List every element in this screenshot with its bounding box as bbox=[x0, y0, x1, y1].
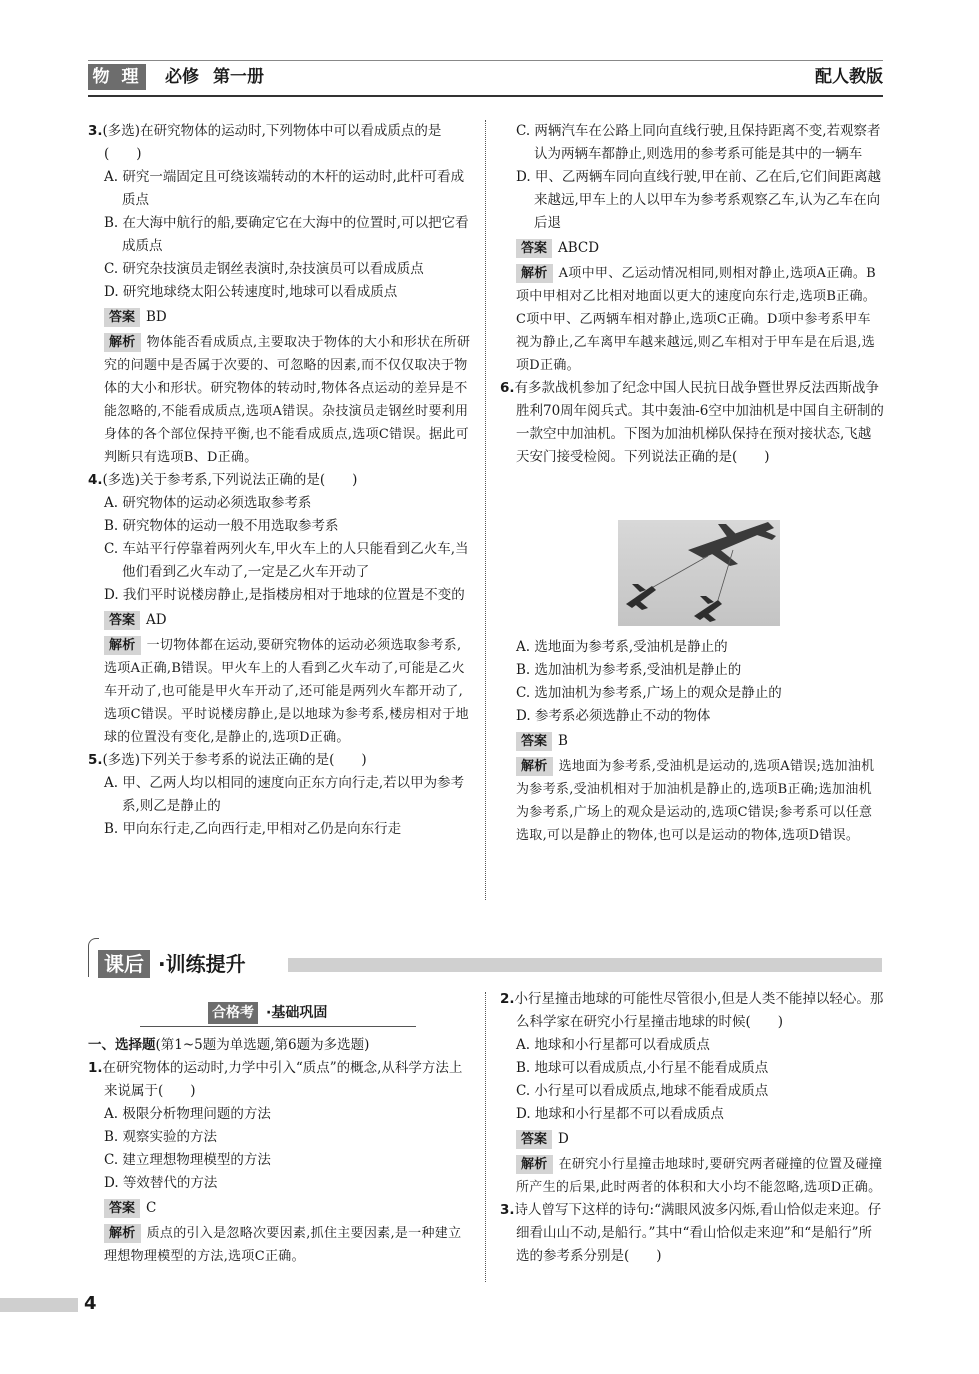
header-rule bbox=[88, 95, 883, 97]
answer-text: AD bbox=[146, 612, 167, 628]
question bbox=[500, 1199, 884, 1268]
subsection-tag: 合格考 bbox=[208, 1002, 258, 1024]
heading-text: 一、选择题 bbox=[88, 1037, 156, 1053]
analysis-text: 质点的引入是忽略次要因素,抓住主要因素,是一种建立理想物理模型的方法,选项C正确。 bbox=[104, 1226, 462, 1264]
question-text: (多选)下列关于参考系的说法正确的是( ) bbox=[102, 752, 367, 768]
answer-option: A. 地球和小行星都可以看成质点 bbox=[516, 1037, 710, 1053]
analysis bbox=[88, 1222, 473, 1268]
question-text: (多选)在研究物体的运动时,下列物体中可以看成质点的是( ) bbox=[102, 123, 442, 162]
answer-option: C. 建立理想物理模型的方法 bbox=[104, 1152, 271, 1168]
question-text: 诗人曾写下这样的诗句:“满眼风波多闪烁,看山恰似走来迎。仔细看山山不动,是船行。”其中“看山恰似走来迎”和“是船行”所选的参考系分别是( ) bbox=[514, 1202, 882, 1264]
answer bbox=[516, 237, 884, 260]
subject-tag: 物 理 bbox=[88, 64, 146, 90]
question-number: 5. bbox=[88, 752, 103, 768]
analysis-text: 物体能否看成质点,主要取决于物体的大小和形状在所研究的问题中是否属于次要的、可忽略的因素,而不仅仅取决于物体的大小和形状。研究物体的转动时,物体各点运动的差异是不能忽略的,不能看成质点,选项A错误。杂技演员走钢丝时要利用身体的各个部位保持平衡,也不能看成质点,选项C错误。据此可判断只有选项B、D正确。 bbox=[104, 335, 471, 465]
analysis-label: 解析 bbox=[104, 1224, 141, 1243]
analysis-text: 选地面为参考系,受油机是运动的,选项A错误;选加油机为参考系,受油机相对于加油机是静止的,选项B正确;选加油机为参考系,广场上的观众是运动的,选项C错误;参考系可以任意选取,可以是静止的物体,也可以是运动的物体,选项D错误。 bbox=[516, 759, 875, 843]
heading-note: (第1~5题为单选题,第6题为多选题) bbox=[155, 1037, 370, 1053]
answer-label: 答案 bbox=[516, 1130, 552, 1149]
analysis bbox=[500, 1153, 884, 1199]
analysis bbox=[88, 634, 473, 749]
question bbox=[88, 749, 473, 772]
answer-text: ABCD bbox=[558, 240, 600, 256]
analysis-label: 解析 bbox=[516, 264, 553, 283]
answer-option: B. 观察实验的方法 bbox=[104, 1129, 218, 1145]
question-text: 有多款战机参加了纪念中国人民抗日战争暨世界反法西斯战争胜利70周年阅兵式。其中轰油-6空中加油机是中国自主研制的一款空中加油机。下图为加油机梯队保持在预对接状态,飞越天安门接受检阅。下列说法正确的是( ) bbox=[514, 380, 884, 465]
answer-option: A. 研究一端固定且可绕该端转动的木杆的运动时,此杆可看成质点 bbox=[104, 169, 465, 208]
answer bbox=[516, 1128, 884, 1151]
answer-option: B. 选加油机为参考系,受油机是静止的 bbox=[516, 662, 742, 678]
book-part: 第一册 bbox=[213, 67, 264, 87]
answer-text: C bbox=[146, 1200, 157, 1216]
answer bbox=[104, 306, 473, 329]
question bbox=[500, 988, 884, 1034]
book-volume: 必修 bbox=[165, 67, 199, 87]
question bbox=[88, 1057, 473, 1103]
question bbox=[88, 120, 473, 166]
answer-option: B. 研究物体的运动一般不用选取参考系 bbox=[104, 518, 339, 534]
question-number: 1. bbox=[88, 1060, 103, 1076]
answer-label: 答案 bbox=[104, 1199, 140, 1218]
question bbox=[500, 377, 884, 469]
answer-option: D. 甲、乙两辆车同向直线行驶,甲在前、乙在后,它们间距离越来越远,甲车上的人以甲车为参考系观察乙车,认为乙车在向后退 bbox=[516, 169, 882, 231]
answer bbox=[516, 730, 884, 753]
answer-option: C. 小行星可以看成质点,地球不能看成质点 bbox=[516, 1083, 769, 1099]
answer-option: D. 参考系必须选静止不动的物体 bbox=[516, 708, 711, 724]
left-column-top bbox=[88, 120, 473, 841]
footer-bar bbox=[0, 1298, 78, 1312]
answer-option: B. 在大海中航行的船,要确定它在大海中的位置时,可以把它看成质点 bbox=[104, 215, 469, 254]
edition-label: 配人教版 bbox=[815, 67, 883, 87]
question bbox=[88, 469, 473, 492]
answer-option: D. 我们平时说楼房静止,是指楼房相对于地球的位置是不变的 bbox=[104, 587, 465, 603]
right-column-middle bbox=[500, 636, 884, 847]
page-number: 4 bbox=[84, 1293, 97, 1314]
column-divider-top bbox=[485, 120, 486, 900]
answer-label: 答案 bbox=[516, 239, 552, 258]
analysis-label: 解析 bbox=[516, 1155, 553, 1174]
answer-option: D. 研究地球绕太阳公转速度时,地球可以看成质点 bbox=[104, 284, 398, 300]
answer-option: D. 地球和小行星都不可以看成质点 bbox=[516, 1106, 724, 1122]
answer-option: D. 等效替代的方法 bbox=[104, 1175, 218, 1191]
section-heading bbox=[88, 1034, 473, 1057]
analysis-text: A项中甲、乙运动情况相同,则相对静止,选项A正确。B项中甲相对乙比相对地面以更大的速度向东行走,选项B正确。C项中甲、乙两辆车相对静止,选项C正确。D项中参考系甲车视为静止,乙车离甲车越来越远,则乙车相对于甲车是在后退,选项D正确。 bbox=[516, 266, 877, 373]
right-column-bottom bbox=[500, 988, 884, 1268]
answer-option: B. 地球可以看成质点,小行星不能看成质点 bbox=[516, 1060, 769, 1076]
answer bbox=[104, 1197, 473, 1220]
question-number: 3. bbox=[500, 1202, 515, 1218]
answer-text: D bbox=[558, 1131, 569, 1147]
analysis bbox=[500, 262, 884, 377]
answer-option: C. 选加油机为参考系,广场上的观众是静止的 bbox=[516, 685, 782, 701]
answer-text: B bbox=[558, 733, 568, 749]
section-bar bbox=[288, 958, 882, 972]
question-number: 2. bbox=[500, 991, 515, 1007]
header-top-rule bbox=[88, 60, 883, 61]
question-text: 在研究物体的运动时,力学中引入“质点”的概念,从科学方法上来说属于( ) bbox=[102, 1060, 463, 1099]
question-number: 4. bbox=[88, 472, 103, 488]
analysis bbox=[88, 331, 473, 469]
answer-option: A. 选地面为参考系,受油机是静止的 bbox=[516, 639, 728, 655]
question-number: 3. bbox=[88, 123, 103, 139]
refueling-aircraft-photo bbox=[618, 520, 780, 626]
section-title: ·训练提升 bbox=[158, 952, 246, 976]
answer-option: A. 甲、乙两人均以相同的速度向正东方向行走,若以甲为参考系,则乙是静止的 bbox=[104, 775, 465, 814]
answer-label: 答案 bbox=[104, 308, 140, 327]
subsection-title: ·基础巩固 bbox=[266, 1005, 328, 1021]
analysis bbox=[500, 755, 884, 847]
analysis-label: 解析 bbox=[516, 757, 553, 776]
answer-option: B. 甲向东行走,乙向西行走,甲相对乙仍是向东行走 bbox=[104, 821, 402, 837]
right-column-top bbox=[500, 120, 884, 469]
analysis-text: 一切物体都在运动,要研究物体的运动必须选取参考系,选项A正确,B错误。甲火车上的人看到乙火车动了,可能是乙火车开动了,也可能是甲火车开动了,还可能是两列火车都开动了,选项C错误。平时说楼房静止,是以地球为参考系,楼房相对于地球的位置没有变化,是静止的,选项D正确。 bbox=[104, 638, 469, 745]
analysis-text: 在研究小行星撞击地球时,要研究两者碰撞的位置及碰撞所产生的后果,此时两者的体积和大小均不能忽略,选项D正确。 bbox=[516, 1157, 883, 1195]
answer-option: A. 极限分析物理问题的方法 bbox=[104, 1106, 271, 1122]
answer-option: C. 两辆汽车在公路上同向直线行驶,且保持距离不变,若观察者认为两辆车都静止,则选用的参考系可能是其中的一辆车 bbox=[516, 123, 881, 162]
answer-label: 答案 bbox=[104, 611, 140, 630]
answer-text: BD bbox=[146, 309, 167, 325]
question-text: (多选)关于参考系,下列说法正确的是( ) bbox=[102, 472, 358, 488]
answer bbox=[104, 609, 473, 632]
question-text: 小行星撞击地球的可能性尽管很小,但是人类不能掉以轻心。那么科学家在研究小行星撞击地球的时候( ) bbox=[514, 991, 884, 1030]
section-tag: 课后 bbox=[98, 950, 150, 978]
column-divider-bottom bbox=[485, 992, 486, 1282]
answer-option: C. 车站平行停靠着两列火车,甲火车上的人只能看到乙火车,当他们看到乙火车动了,一定是乙火车开动了 bbox=[104, 541, 469, 580]
answer-label: 答案 bbox=[516, 732, 552, 751]
answer-option: C. 研究杂技演员走钢丝表演时,杂技演员可以看成质点 bbox=[104, 261, 424, 277]
answer-option: A. 研究物体的运动必须选取参考系 bbox=[104, 495, 312, 511]
aircraft-illustration bbox=[618, 520, 780, 626]
left-column-bottom bbox=[88, 1034, 473, 1268]
book-title bbox=[165, 64, 278, 90]
question-number: 6. bbox=[500, 380, 515, 396]
analysis-label: 解析 bbox=[104, 333, 141, 352]
analysis-label: 解析 bbox=[104, 636, 141, 655]
